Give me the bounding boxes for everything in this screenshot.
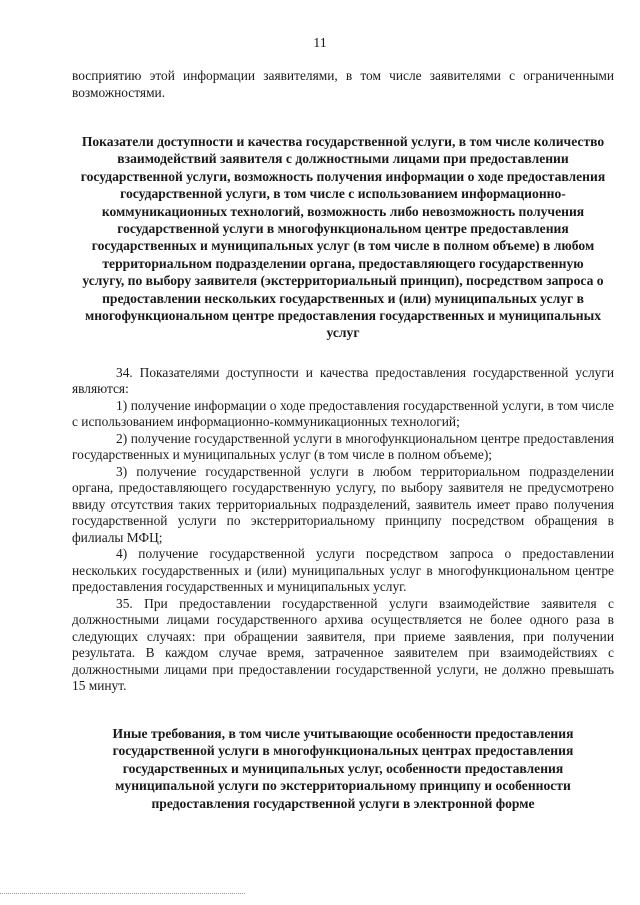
list-item-2: 2) получение государственной услуги в многофункциональном центре предоставления государственных и муниципальных услуг (в том числе в полном объеме); bbox=[72, 430, 614, 463]
list-item-1: 1) получение информации о ходе предоставления государственной услуги, в том числе с использованием информационно-коммуникационных технологий; bbox=[72, 397, 614, 430]
paragraph-34: 34. Показателями доступности и качества предоставления государственной услуги являются: bbox=[72, 364, 614, 397]
section-heading-other-requirements: Иные требования, в том числе учитывающие особенности предоставления государственной услуги в многофункциональных центрах предоставления государственных и муниципальных услуг, особенности предоставления муниципальной услуги по экстерриториальному принципу и особенности предоставления государственной услуги в электронной форме bbox=[112, 725, 574, 811]
paragraph-35: 35. При предоставлении государственной услуги взаимодействие заявителя с должностными лицами государственного архива осуществляется не более одного раза в следующих случаях: при обращении заявителя, при приеме заявления, при получении результата. В каждом случае время, затраченное заявителем при взаимодействиях с должностными лицами при предоставлении государственной услуги, не должно превышать 15 минут. bbox=[72, 595, 614, 694]
list-item-3: 3) получение государственной услуги в любом территориальном подразделении органа, предоставляющего государственную услугу, по выбору заявителя не предусмотрено ввиду отсутствия таких территориальных подразделений, заявитель имеет право получения государственной услуги по экстерриториальному принципу посредством обращения в филиалы МФЦ; bbox=[72, 463, 614, 545]
list-item-4: 4) получение государственной услуги посредством запроса о предоставлении нескольких государственных и (или) муниципальных услуг в многофункциональном центре предоставления государственных и муниципальных услуг. bbox=[72, 546, 614, 595]
intro-paragraph: восприятию этой информации заявителями, в том числе заявителями с ограниченными возможностями. bbox=[72, 68, 614, 100]
page-number: 11 bbox=[313, 36, 327, 51]
bottom-rule bbox=[0, 893, 245, 894]
page-content bbox=[72, 68, 614, 812]
section-heading-accessibility: Показатели доступности и качества государственной услуги, в том числе количество взаимодействий заявителя с должностными лицами при предоставлении государственной услуги, возможность получения информации о ходе предоставления государственной услуги, в том числе с использованием информационно-коммуникационных технологий, возможность либо невозможность получения государственной услуги в многофункциональном центре предоставления государственных и муниципальных услуг (в том числе в полном объеме) в любом территориальном подразделении органа, предоставляющего государственную услугу, по выбору заявителя (экстерриториальный принцип), посредством запроса о предоставлении нескольких государственных и (или) муниципальных услуг в многофункциональном центре предоставления государственных и муниципальных услуг bbox=[80, 134, 606, 341]
